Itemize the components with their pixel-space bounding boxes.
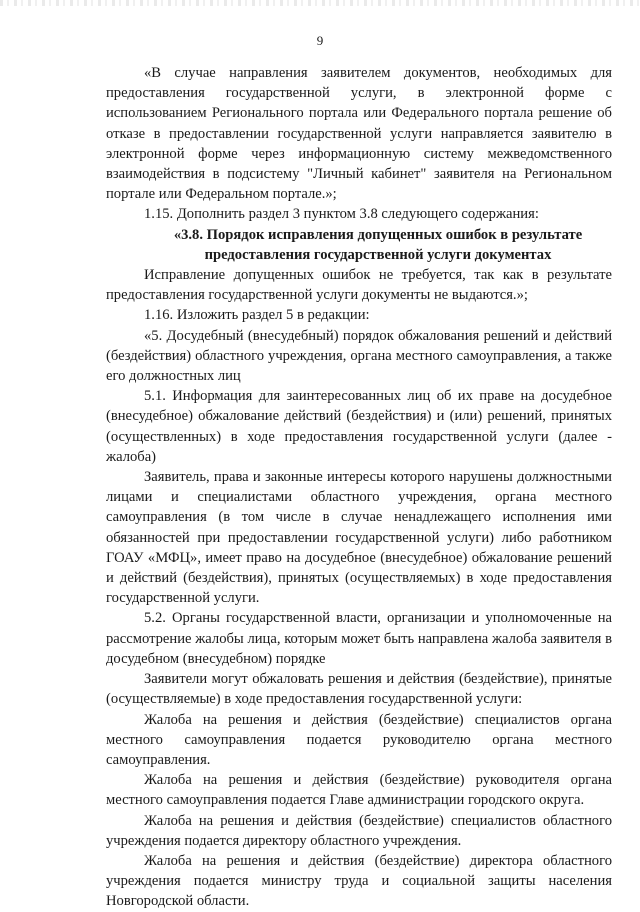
paragraph-complaint-regional-director: Жалоба на решения и действия (бездействие) директора областного учреждения подается министру труда и социальной защиты населения Новгородской области. — [106, 852, 612, 910]
paragraph-section-5-title: «5. Досудебный (внесудебный) порядок обжалования решений и действий (бездействия) областного учреждения, органа местного самоуправления, а также его должностных лиц — [106, 327, 612, 385]
paragraph-5-1: 5.1. Информация для заинтересованных лиц об их праве на досудебное (внесудебное) обжалование действий (бездействия) и (или) решений, принятых (осуществленных) в ходе предоставления государственной услуги (далее - жалоба) — [106, 388, 612, 465]
paragraph-item-1-15: 1.15. Дополнить раздел 3 пунктом 3.8 следующего содержания: — [144, 206, 539, 223]
page-number: 9 — [316, 33, 324, 48]
paragraph-applicant-rights: Заявитель, права и законные интересы которого нарушены должностными лицами и специалистами областного учреждения, органа местного самоуправления (в том числе в случае ненадлежащего исполнения ими обязанностей при предоставлении государственной услуги) либо работником ГОАУ «МФЦ», имеет право на досудебное (внесудебное) обжалование решений и действий (бездействия), принятых (осуществляемых) в ходе предоставления государственной услуги. — [106, 469, 612, 607]
paragraph-appeal-intro: Заявители могут обжаловать решения и действия (бездействие), принятые (осуществляемые) в ходе предоставления государственной услуги: — [106, 671, 612, 708]
paragraph-5-2: 5.2. Органы государственной власти, организации и уполномоченные на рассмотрение жалобы лица, которым может быть направлена жалоба заявителя в досудебном (внесудебном) порядке — [106, 610, 612, 667]
scan-edge-artifact — [0, 0, 640, 6]
heading-section-3-8: «3.8. Порядок исправления допущенных ошибок в результате предоставления государственной услуги документах — [173, 226, 583, 263]
paragraph-item-1-16: 1.16. Изложить раздел 5 в редакции: — [144, 307, 370, 324]
paragraph-corrections: Исправление допущенных ошибок не требуется, так как в результате предоставления государственной услуги документы не выдаются.»; — [106, 267, 612, 304]
paragraph-complaint-municipal-specialists: Жалоба на решения и действия (бездействие) специалистов органа местного самоуправления подается руководителю органа местного самоуправления. — [106, 711, 612, 768]
paragraph-complaint-municipal-head: Жалоба на решения и действия (бездействие) руководителя органа местного самоуправления подается Главе администрации городского округа. — [106, 772, 612, 809]
document-body — [106, 63, 612, 912]
paragraph-complaint-regional-specialists: Жалоба на решения и действия (бездействие) специалистов областного учреждения подается директору областного учреждения. — [106, 812, 612, 849]
paragraph-refusal-notice: «В случае направления заявителем документов, необходимых для предоставления государственной услуги, в электронной форме с использованием Регионального портала или Федерального портала решение об отказе в предоставлении государственной услуги направляется заявителю в электронной форме через информационную систему межведомственного взаимодействия в подсистему "Личный кабинет" заявителя на Региональном портале или Федеральном портале.»; — [106, 65, 612, 203]
